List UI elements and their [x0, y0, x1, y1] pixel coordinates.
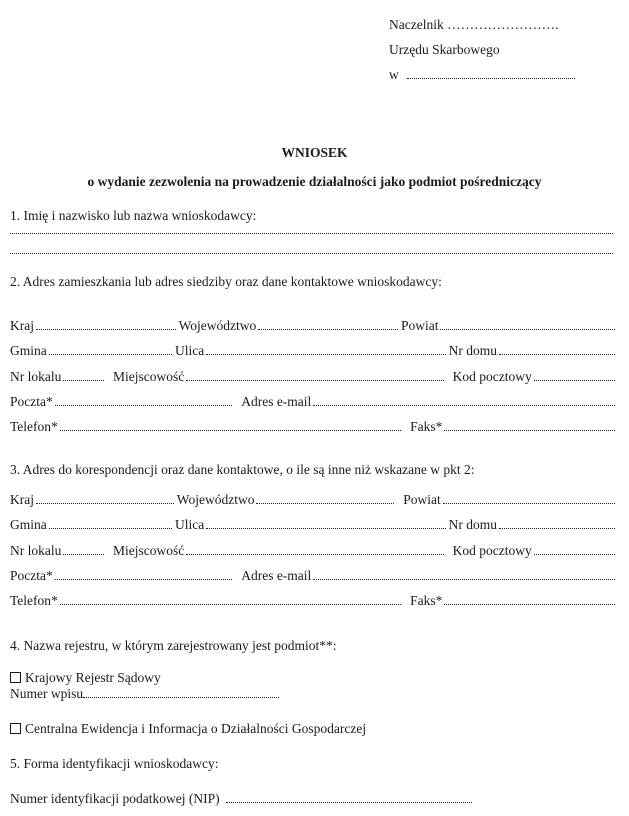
nip-label: Numer identyfikacji podatkowej (NIP): [10, 791, 220, 806]
s3-faks-label: Faks*: [410, 593, 443, 608]
s3-telefon-label: Telefon*: [10, 593, 58, 608]
ceidg-label: Centralna Ewidencja i Informacja o Działalności Gospodarczej: [25, 721, 367, 736]
s2-row-lokal: [10, 369, 615, 385]
s2-powiat-label: Powiat: [400, 318, 439, 333]
s2-kraj-field[interactable]: [36, 318, 176, 330]
s3-nr-lokalu-field[interactable]: [63, 543, 104, 555]
s3-row-gmina: [10, 517, 615, 533]
section5-heading: 5. Forma identyfikacji wnioskodawcy:: [10, 756, 219, 771]
s2-wojewodztwo-field[interactable]: [258, 318, 398, 330]
krs-checkbox[interactable]: [10, 672, 21, 683]
s2-wojewodztwo-label: Województwo: [178, 318, 257, 333]
s3-email-label: Adres e-mail: [241, 568, 312, 583]
s3-miejscowosc-field[interactable]: [186, 543, 443, 555]
ceidg-option[interactable]: [10, 721, 366, 737]
numer-wpisu-field[interactable]: [83, 686, 279, 698]
s3-nr-lokalu-label: Nr lokalu: [10, 543, 62, 558]
s2-gmina-field[interactable]: [49, 343, 172, 355]
s2-row-poczta: [10, 394, 615, 410]
s2-miejscowosc-label: Miejscowość: [113, 369, 185, 384]
s2-telefon-label: Telefon*: [10, 419, 58, 434]
applicant-name-field-1[interactable]: [10, 232, 613, 234]
s3-nr-domu-field[interactable]: [499, 517, 615, 529]
s2-nr-domu-field[interactable]: [499, 343, 615, 355]
s3-ulica-field[interactable]: [206, 517, 445, 529]
s3-gmina-label: Gmina: [10, 517, 47, 532]
s2-nr-lokalu-field[interactable]: [63, 369, 104, 381]
s3-ulica-label: Ulica: [175, 517, 205, 532]
s2-ulica-field[interactable]: [206, 343, 445, 355]
s3-powiat-label: Powiat: [403, 492, 441, 507]
s3-poczta-field[interactable]: [55, 568, 232, 580]
s2-poczta-field[interactable]: [55, 394, 232, 406]
document-title: WNIOSEK: [281, 145, 348, 160]
s2-row-gmina: [10, 343, 615, 359]
s3-telefon-field[interactable]: [60, 593, 401, 605]
s3-kraj-field[interactable]: [36, 492, 174, 504]
numer-wpisu-label: Numer wpisu: [10, 686, 84, 701]
s2-kod-pocztowy-field[interactable]: [534, 369, 615, 381]
s2-miejscowosc-field[interactable]: [186, 369, 443, 381]
s3-wojewodztwo-label: Województwo: [176, 492, 255, 507]
s2-email-field[interactable]: [313, 394, 615, 406]
office-location-field[interactable]: [407, 67, 575, 79]
section1-heading: 1. Imię i nazwisko lub nazwa wnioskodawcy:: [10, 208, 257, 223]
s2-email-label: Adres e-mail: [241, 394, 312, 409]
ceidg-checkbox[interactable]: [10, 723, 21, 734]
numer-wpisu-row: [10, 686, 279, 702]
s2-telefon-field[interactable]: [60, 419, 401, 431]
addressee-naczelnik: [389, 17, 558, 33]
s3-email-field[interactable]: [313, 568, 615, 580]
section3-heading: 3. Adres do korespondencji oraz dane kontaktowe, o ile są inne niż wskazane w pkt 2:: [10, 462, 475, 477]
s2-gmina-label: Gmina: [10, 343, 47, 358]
w-label: w: [389, 67, 399, 82]
section4-heading: 4. Nazwa rejestru, w którym zarejestrowany jest podmiot**:: [10, 638, 337, 653]
addressee-location: [389, 67, 575, 83]
s3-row-telefon: [10, 593, 615, 609]
nip-row: [10, 791, 472, 807]
s3-row-kraj: [10, 492, 615, 508]
s3-row-lokal: [10, 543, 615, 559]
krs-label: Krajowy Rejestr Sądowy: [25, 670, 161, 685]
s2-row-telefon: [10, 419, 615, 435]
s3-wojewodztwo-field[interactable]: [256, 492, 394, 504]
s3-kod-pocztowy-label: Kod pocztowy: [452, 543, 532, 558]
s3-gmina-field[interactable]: [49, 517, 172, 529]
document-subtitle: o wydanie zezwolenia na prowadzenie działalności jako podmiot pośredniczący: [87, 174, 542, 189]
s3-poczta-label: Poczta*: [10, 568, 53, 583]
applicant-name-field-2[interactable]: [10, 252, 613, 254]
s3-faks-field[interactable]: [444, 593, 615, 605]
krs-option[interactable]: [10, 670, 161, 686]
s2-faks-field[interactable]: [444, 419, 615, 431]
s2-nr-domu-label: Nr domu: [448, 343, 497, 358]
s2-ulica-label: Ulica: [175, 343, 205, 358]
s2-nr-lokalu-label: Nr lokalu: [10, 369, 62, 384]
s2-kraj-label: Kraj: [10, 318, 34, 333]
section2-heading: 2. Adres zamieszkania lub adres siedziby oraz dane kontaktowe wnioskodawcy:: [10, 274, 442, 289]
naczelnik-dots: …………………….: [447, 17, 559, 32]
s3-miejscowosc-label: Miejscowość: [113, 543, 185, 558]
s2-poczta-label: Poczta*: [10, 394, 53, 409]
s3-kod-pocztowy-field[interactable]: [534, 543, 615, 555]
s2-kod-pocztowy-label: Kod pocztowy: [452, 369, 532, 384]
naczelnik-label: Naczelnik: [389, 17, 444, 32]
s2-row-kraj: [10, 318, 615, 334]
s3-nr-domu-label: Nr domu: [448, 517, 497, 532]
s2-faks-label: Faks*: [410, 419, 443, 434]
s3-powiat-field[interactable]: [443, 492, 615, 504]
s3-row-poczta: [10, 568, 615, 584]
s3-kraj-label: Kraj: [10, 492, 34, 507]
nip-field[interactable]: [226, 791, 472, 803]
addressee-urzad: Urzędu Skarbowego: [389, 42, 500, 57]
s2-powiat-field[interactable]: [440, 318, 615, 330]
